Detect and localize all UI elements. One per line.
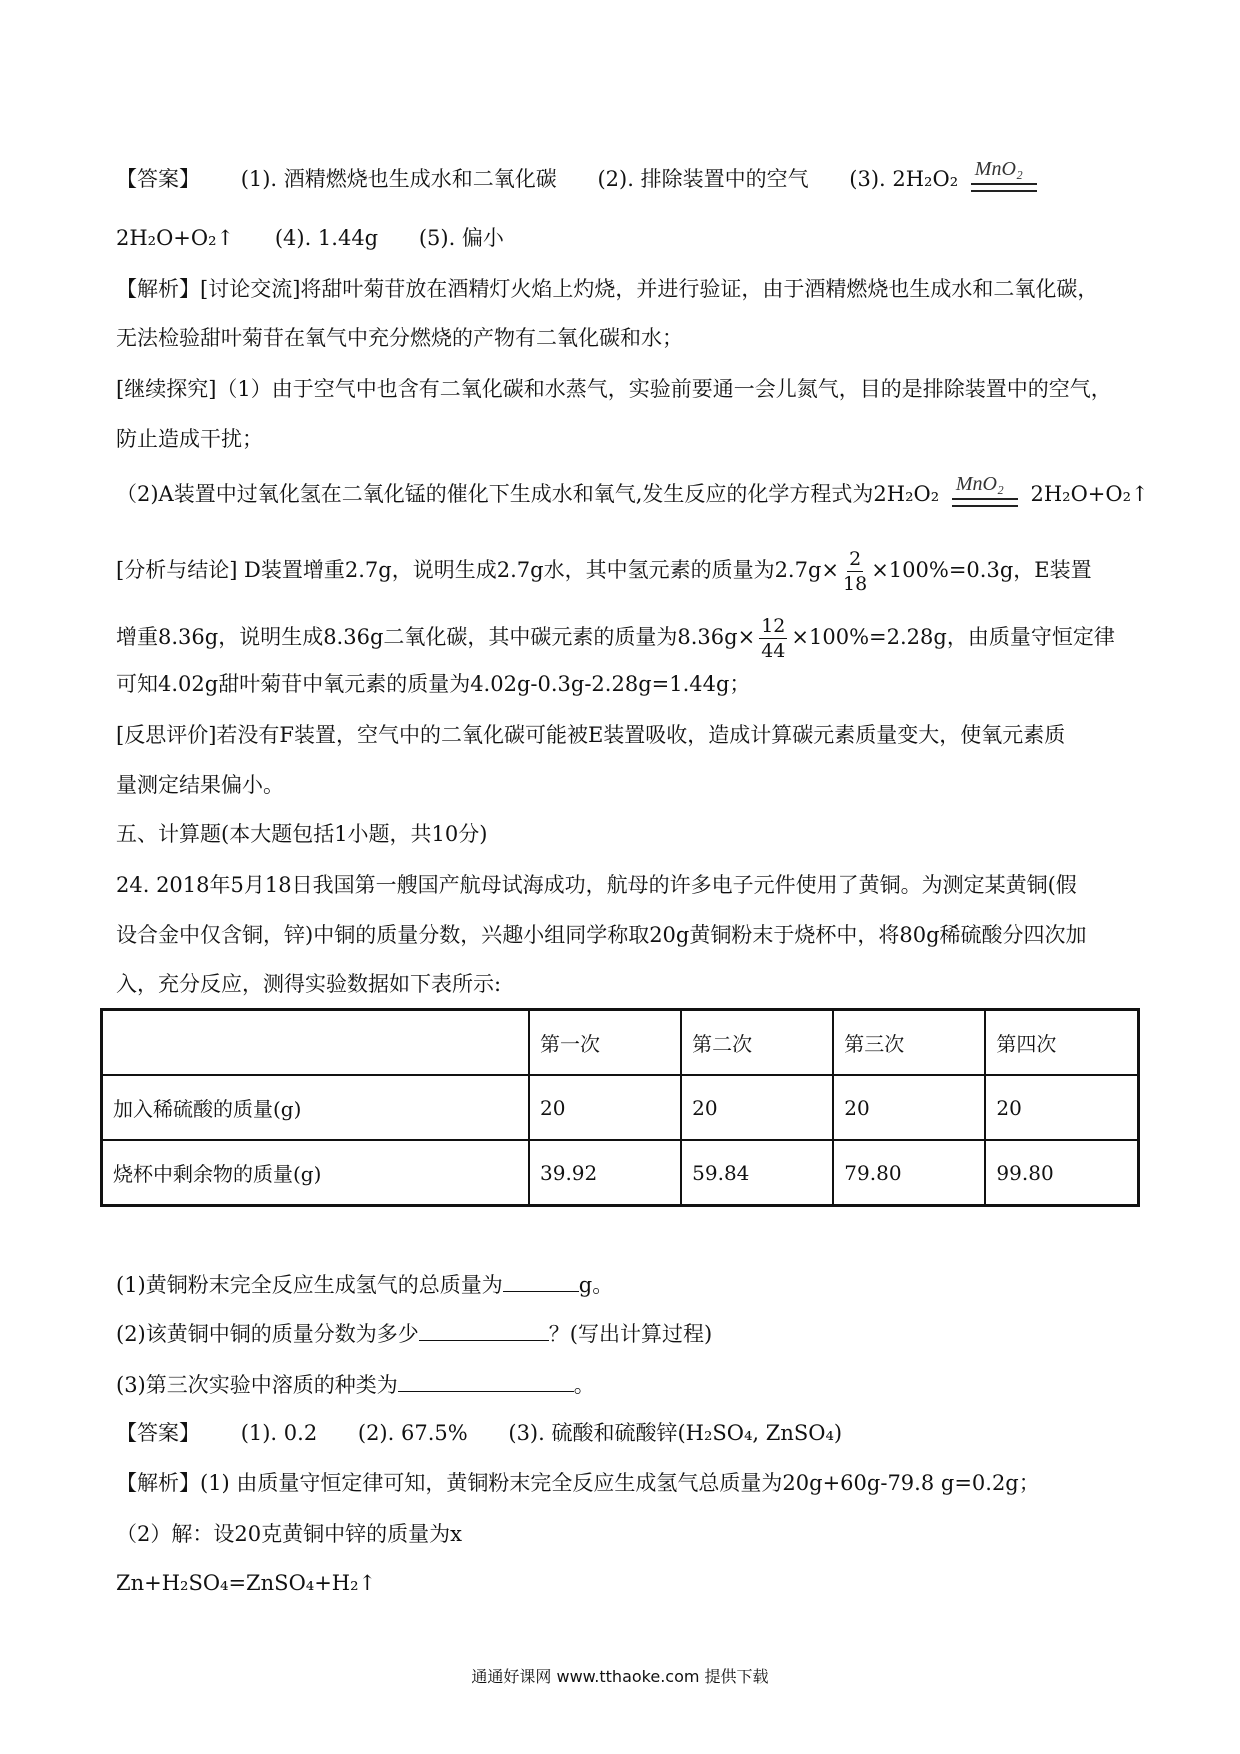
numerator: 2 — [849, 548, 862, 570]
analysis-line: 可知4.02g甜叶菊苷中氧元素的质量为4.02g-0.3g-2.28g=1.44g； — [116, 672, 751, 696]
analysis-line: （2）解：设20克黄铜中锌的质量为x — [116, 1522, 462, 1546]
table-cell: 99.80 — [985, 1140, 1138, 1206]
table-row — [102, 1075, 1139, 1140]
equation-line: Zn+H₂SO₄=ZnSO₄+H₂↑ — [116, 1571, 377, 1595]
formula: 2H₂O+O₂↑ — [1030, 482, 1149, 506]
analysis-line — [116, 547, 1092, 596]
text: [分析与结论] D装置增重2.7g，说明生成2.7g水，其中氢元素的质量为2.7g× — [116, 558, 840, 582]
table-cell: 第一次 — [529, 1010, 681, 1076]
analysis-line: [反思评价]若没有F装置，空气中的二氧化碳可能被E装置吸收，造成计算碳元素质量变大，使氧元素质 — [116, 723, 1066, 747]
table-cell: 加入稀硫酸的质量(g) — [102, 1075, 530, 1140]
footer-text: 通通好课网 www.tthaoke.com 提供下载 — [471, 1667, 769, 1686]
data-table — [100, 1008, 1140, 1207]
analysis-line — [116, 275, 1098, 303]
answer-item: (1). 0.2 — [240, 1421, 318, 1445]
catalyst-arrow — [971, 157, 1037, 195]
analysis-line — [116, 614, 1115, 663]
table-cell: 20 — [833, 1075, 985, 1140]
text: [讨论交流]将甜叶菊苷放在酒精灯火焰上灼烧，并进行验证，由于酒精燃烧也生成水和二氧化碳， — [200, 277, 1099, 301]
analysis-label: 【解析】 — [116, 277, 200, 301]
answer-item: (5). 偏小 — [418, 226, 504, 250]
answer-blank — [503, 1271, 579, 1292]
text: ？(写出计算过程) — [548, 1322, 713, 1346]
table-cell: 第四次 — [985, 1010, 1138, 1076]
analysis-line: 【解析】(1) 由质量守恒定律可知，黄铜粉末完全反应生成氢气总质量为20g+60g-79.8 g=0.2g； — [116, 1471, 1040, 1495]
table-cell: 第二次 — [681, 1010, 833, 1076]
table-header-row — [102, 1010, 1139, 1076]
answer-line-2 — [116, 224, 504, 252]
table-cell: 第三次 — [833, 1010, 985, 1076]
answer-item: (1). 酒精燃烧也生成水和二氧化碳 — [240, 167, 557, 191]
numerator: 12 — [761, 615, 786, 637]
fraction — [843, 547, 867, 596]
analysis-line: 量测定结果偏小。 — [116, 773, 284, 797]
denominator: 44 — [761, 640, 786, 662]
table-cell: 20 — [985, 1075, 1138, 1140]
answer-line-3 — [116, 1419, 842, 1447]
answer-label: 【答案】 — [116, 1421, 200, 1445]
question-line: 设合金中仅含铜，锌)中铜的质量分数，兴趣小组同学称取20g黄铜粉末于烧杯中，将80g稀硫酸分四次加 — [116, 923, 1087, 947]
text: (1)黄铜粉末完全反应生成氢气的总质量为 — [116, 1273, 503, 1297]
text: (3)第三次实验中溶质的种类为 — [116, 1373, 398, 1397]
text: 增重8.36g，说明生成8.36g二氧化碳，其中碳元素的质量为8.36g× — [116, 625, 756, 649]
catalyst-arrow — [952, 472, 1018, 510]
answer-blank — [398, 1371, 574, 1392]
table-cell: 79.80 — [833, 1140, 985, 1206]
text: g。 — [578, 1273, 614, 1297]
sub-question-2 — [116, 1320, 712, 1348]
answer-blank — [419, 1320, 549, 1341]
table-cell — [102, 1010, 530, 1076]
table-cell: 烧杯中剩余物的质量(g) — [102, 1140, 530, 1206]
table-cell: 20 — [529, 1075, 681, 1140]
analysis-line: 无法检验甜叶菊苷在氧气中充分燃烧的产物有二氧化碳和水； — [116, 326, 683, 350]
question-line: 入，充分反应，测得实验数据如下表所示: — [116, 972, 502, 996]
catalyst-label: MnO₂ — [955, 472, 1004, 495]
answer-item: (4). 1.44g — [274, 226, 379, 250]
table-cell: 39.92 — [529, 1140, 681, 1206]
table-row — [102, 1140, 1139, 1206]
analysis-line: 防止造成干扰； — [116, 427, 263, 451]
catalyst-label: MnO₂ — [974, 157, 1023, 180]
formula: 2H₂O+O₂↑ — [116, 226, 235, 250]
sub-question-3 — [116, 1371, 595, 1399]
fraction — [759, 614, 787, 663]
text: 。 — [573, 1373, 595, 1397]
text: ×100%=0.3g，E装置 — [871, 558, 1092, 582]
text: ×100%=2.28g，由质量守恒定律 — [791, 625, 1115, 649]
text: （2)A装置中过氧化氢在二氧化锰的催化下生成水和氧气,发生反应的化学方程式为2H₂O₂ — [116, 482, 940, 506]
denominator: 18 — [843, 573, 868, 595]
answer-label: 【答案】 — [116, 167, 200, 191]
answer-line-1 — [116, 157, 1043, 195]
analysis-line: [继续探究]（1）由于空气中也含有二氧化碳和水蒸气，实验前要通一会儿氮气，目的是排除装置中的空气， — [116, 377, 1112, 401]
table-cell: 59.84 — [681, 1140, 833, 1206]
table-cell: 20 — [681, 1075, 833, 1140]
answer-item: (2). 排除装置中的空气 — [597, 167, 809, 191]
answer-item: (3). 硫酸和硫酸锌(H₂SO₄, ZnSO₄) — [508, 1421, 843, 1445]
sub-question-1 — [116, 1271, 613, 1299]
answer-item: (3). 2H₂O₂ — [849, 167, 959, 191]
text: (2)该黄铜中铜的质量分数为多少 — [116, 1322, 419, 1346]
question-line: 24. 2018年5月18日我国第一艘国产航母试海成功，航母的许多电子元件使用了黄铜。为测定某黄铜(假 — [116, 873, 1077, 897]
analysis-line — [116, 472, 1149, 510]
section-heading: 五、计算题(本大题包括1小题，共10分) — [116, 822, 488, 846]
answer-item: (2). 67.5% — [357, 1421, 468, 1445]
